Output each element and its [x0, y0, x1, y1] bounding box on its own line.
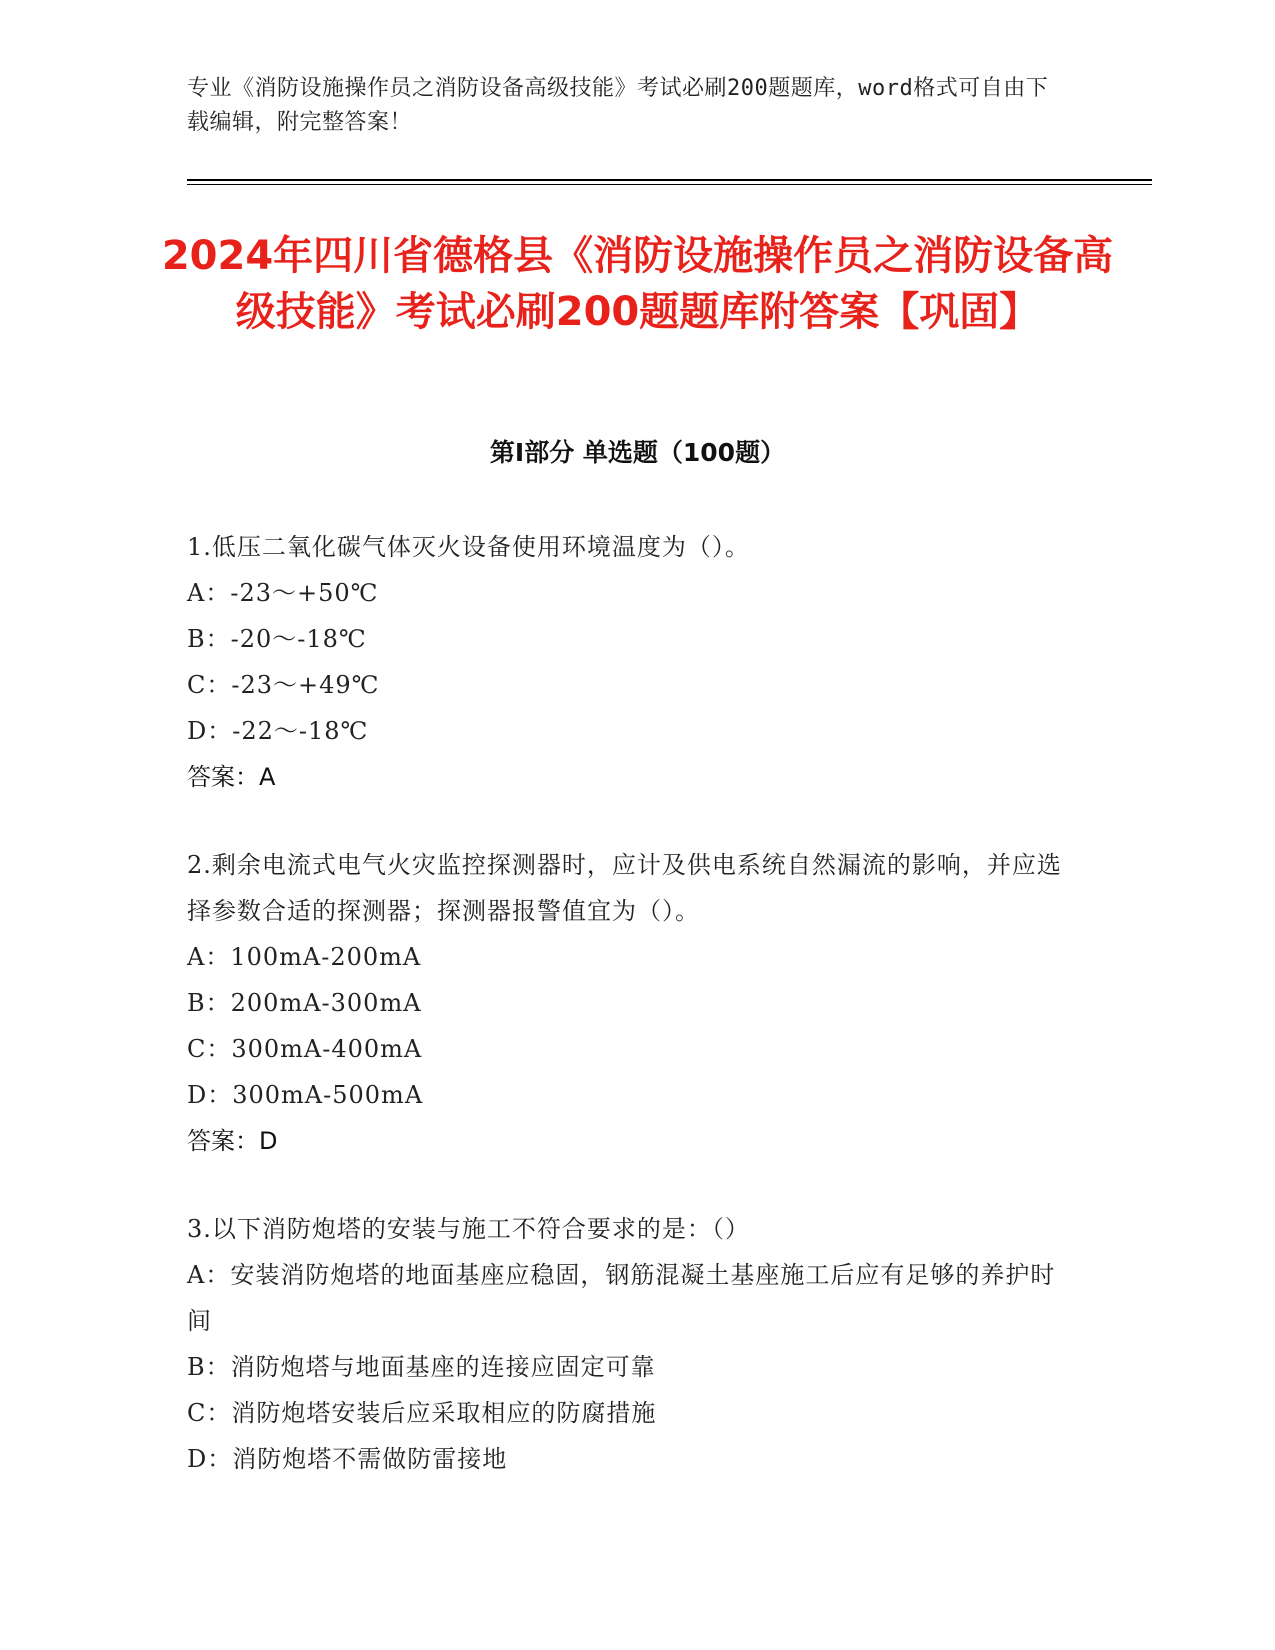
option-c: C：300mA-400mA — [187, 1035, 423, 1063]
option-b: B：200mA-300mA — [187, 989, 422, 1017]
option-d: D：300mA-500mA — [187, 1081, 424, 1109]
question-1 — [187, 524, 1067, 800]
section-heading: 第I部分 单选题（100题） — [489, 438, 786, 467]
option-d: D：-22～-18℃ — [187, 717, 369, 745]
answer-line: 答案：A — [187, 763, 276, 791]
option-b: B：-20～-18℃ — [187, 625, 367, 653]
option-b: B：消防炮塔与地面基座的连接应固定可靠 — [187, 1353, 656, 1381]
option-a: A：-23～+50℃ — [187, 579, 379, 607]
question-stem: 1.低压二氧化碳气体灭火设备使用环境温度为（）。 — [187, 533, 750, 561]
question-3 — [187, 1206, 1067, 1482]
answer-line: 答案：D — [187, 1127, 278, 1155]
question-stem: 2.剩余电流式电气火灾监控探测器时，应计及供电系统自然漏流的影响，并应选择参数合适的探测器；探测器报警值宜为（）。 — [187, 851, 1062, 925]
question-stem: 3.以下消防炮塔的安装与施工不符合要求的是：（） — [187, 1215, 750, 1243]
option-a: A：安装消防炮塔的地面基座应稳固，钢筋混凝土基座施工后应有足够的养护时间 — [187, 1261, 1056, 1335]
question-2 — [187, 842, 1067, 1164]
header-note: 专业《消防设施操作员之消防设备高级技能》考试必刷200题题库，word格式可自由下载编辑，附完整答案！ — [187, 76, 1049, 135]
option-a: A：100mA-200mA — [187, 943, 422, 971]
option-d: D：消防炮塔不需做防雷接地 — [187, 1445, 508, 1473]
header-divider-thick — [187, 179, 1152, 181]
document-title: 2024年四川省德格县《消防设施操作员之消防设备高级技能》考试必刷200题题库附答案【巩固】 — [161, 233, 1114, 335]
option-c: C：-23～+49℃ — [187, 671, 380, 699]
question-list — [187, 524, 1067, 1524]
option-c: C：消防炮塔安装后应采取相应的防腐措施 — [187, 1399, 657, 1427]
header-divider-thin — [187, 184, 1152, 185]
